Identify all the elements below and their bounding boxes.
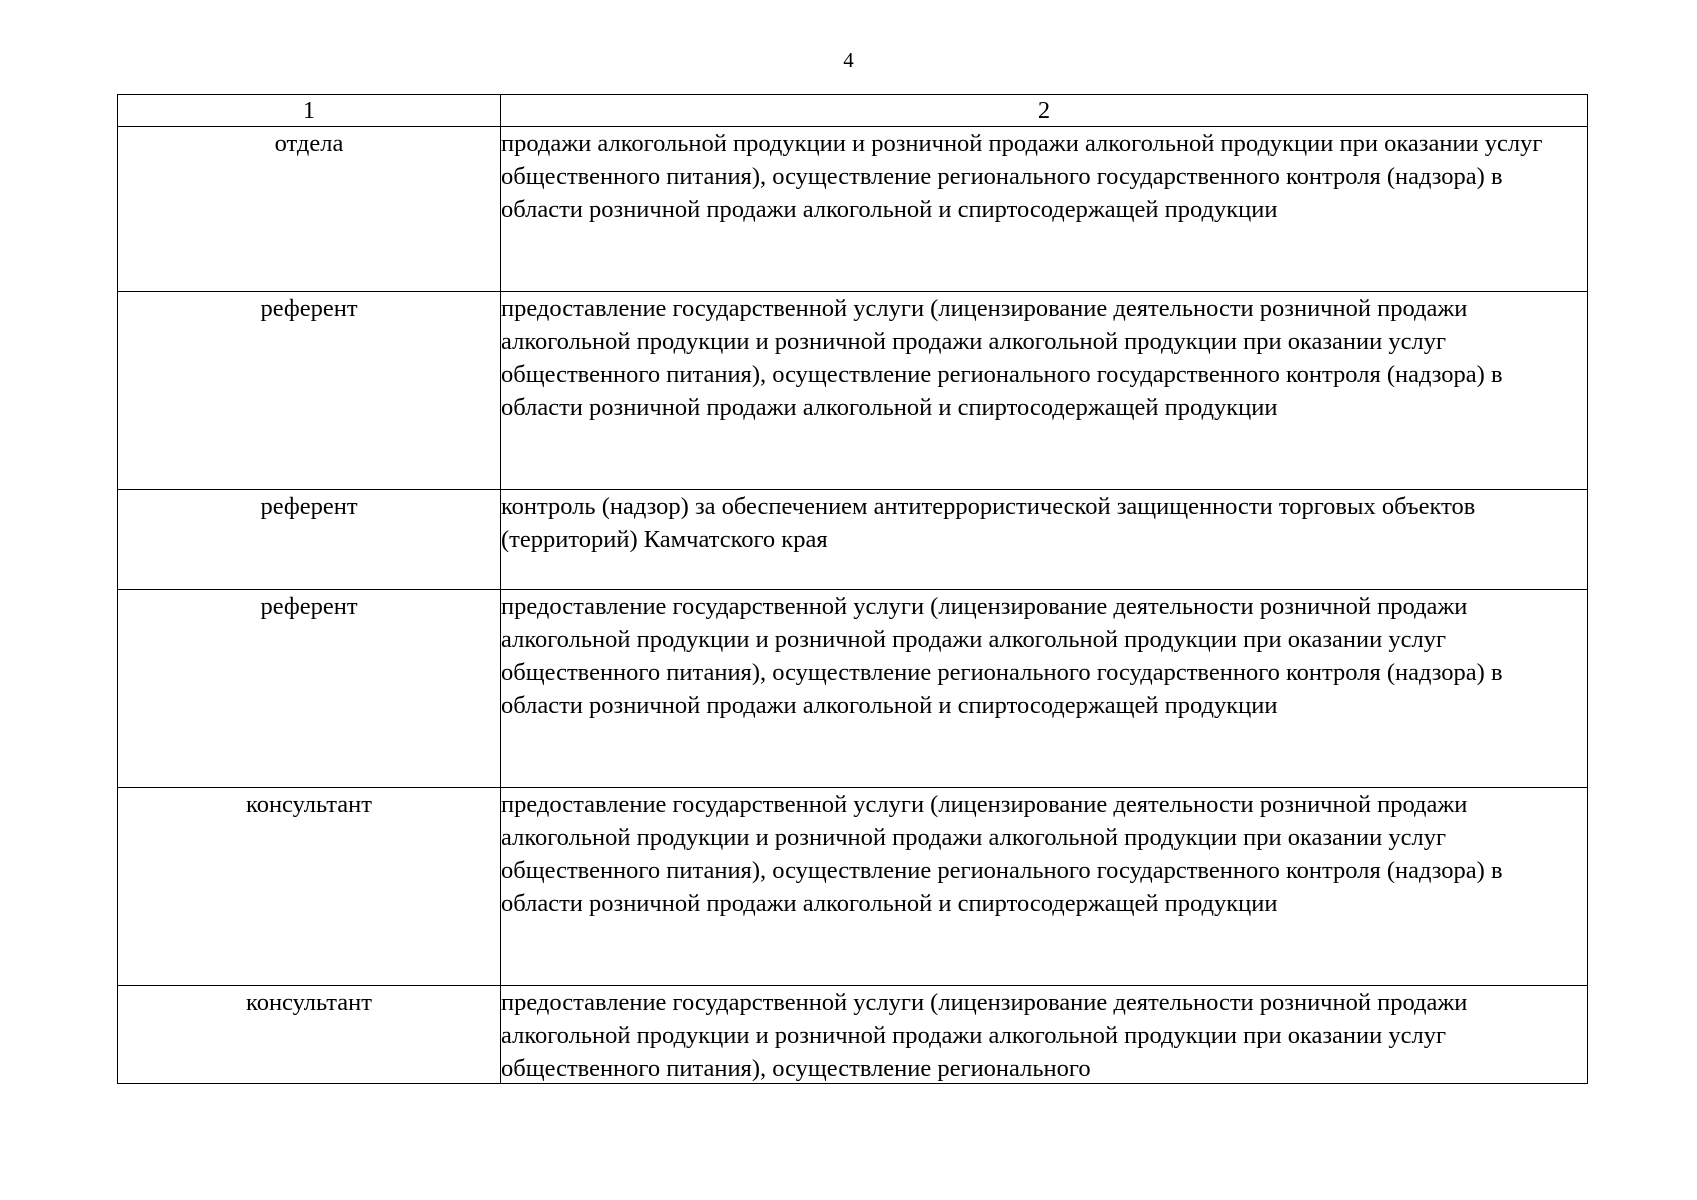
duties-cell: предоставление государственной услуги (лицензирование деятельности розничной продажи алкогольной продукции и розничной продажи алкогольной продукции при оказании услуг общественного питания), осуществление регионального государственного контроля (надзора) в области розничной продажи алкогольной и спиртосодержащей продукции — [501, 292, 1588, 490]
duties-cell: продажи алкогольной продукции и розничной продажи алкогольной продукции при оказании услуг общественного питания), осуществление регионального государственного контроля (надзора) в области розничной продажи алкогольной и спиртосодержащей продукции — [501, 127, 1588, 292]
position-cell: референт — [118, 490, 501, 590]
position-cell: отдела — [118, 127, 501, 292]
table-row — [118, 490, 1588, 590]
position-cell: консультант — [118, 986, 501, 1084]
position-cell: референт — [118, 292, 501, 490]
table-header-row — [118, 95, 1588, 127]
table-row — [118, 292, 1588, 490]
column-header-2: 2 — [501, 95, 1588, 127]
table-row — [118, 986, 1588, 1084]
duties-cell: предоставление государственной услуги (лицензирование деятельности розничной продажи алкогольной продукции и розничной продажи алкогольной продукции при оказании услуг общественного питания), осуществление регионального государственного контроля (надзора) в области розничной продажи алкогольной и спиртосодержащей продукции — [501, 590, 1588, 788]
duties-text: предоставление государственной услуги (лицензирование деятельности розничной продажи алкогольной продукции и розничной продажи алкогольной продукции при оказании услуг общественного питания), осуществление регионального — [501, 989, 1468, 1082]
duties-cell — [501, 986, 1588, 1084]
positions-table — [117, 94, 1588, 1084]
table-row — [118, 127, 1588, 292]
column-header-1: 1 — [118, 95, 501, 127]
position-cell: референт — [118, 590, 501, 788]
table-row — [118, 590, 1588, 788]
duties-cell: предоставление государственной услуги (лицензирование деятельности розничной продажи алкогольной продукции и розничной продажи алкогольной продукции при оказании услуг общественного питания), осуществление регионального государственного контроля (надзора) в области розничной продажи алкогольной и спиртосодержащей продукции — [501, 788, 1588, 986]
duties-cell: контроль (надзор) за обеспечением антитеррористической защищенности торговых объектов (территорий) Камчатского края — [501, 490, 1588, 590]
position-cell: консультант — [118, 788, 501, 986]
page-number: 4 — [843, 48, 854, 72]
table-row — [118, 788, 1588, 986]
